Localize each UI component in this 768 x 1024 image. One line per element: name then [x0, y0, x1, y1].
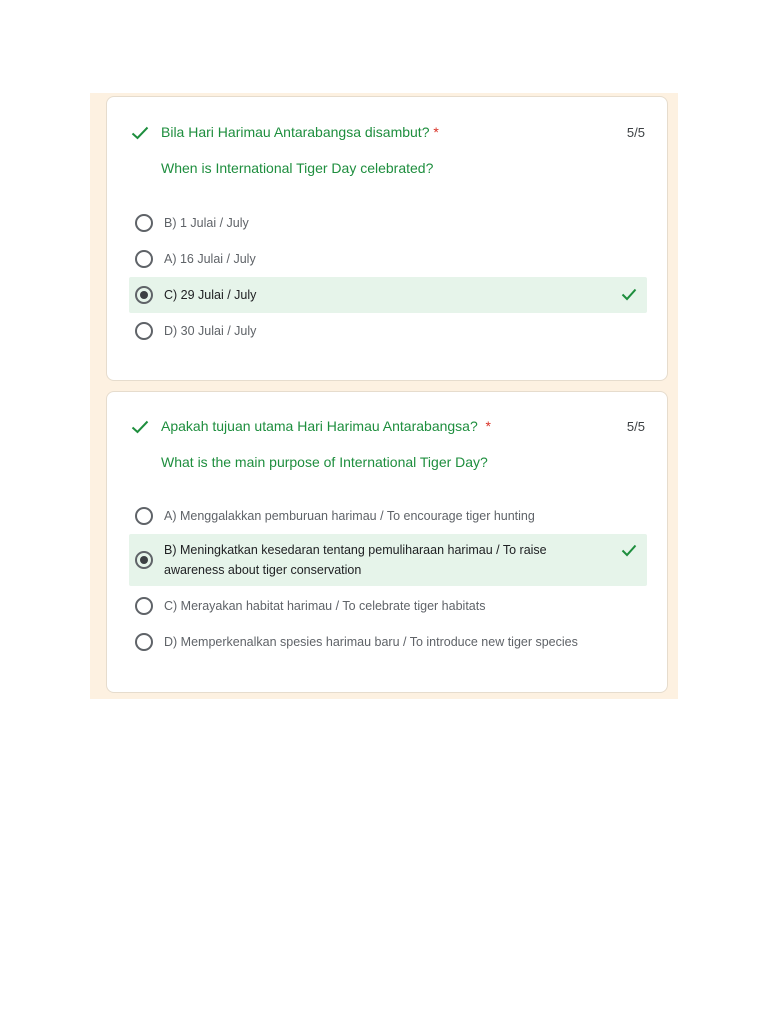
question-subtitle: What is the main purpose of International Tiger Day? [161, 454, 488, 470]
option-b-correct[interactable] [129, 534, 647, 586]
radio-button[interactable] [135, 633, 153, 651]
option-d[interactable] [129, 630, 647, 654]
option-label: D) 30 Julai / July [164, 324, 257, 338]
required-asterisk: * [433, 124, 439, 140]
option-label: C) Merayakan habitat harimau / To celebrate tiger habitats [164, 599, 486, 613]
option-c-correct[interactable] [129, 277, 647, 313]
radio-button[interactable] [135, 507, 153, 525]
option-a[interactable] [129, 504, 647, 528]
question-title: Apakah tujuan utama Hari Harimau Antarabangsa? * [161, 418, 491, 434]
option-label: C) 29 Julai / July [164, 288, 257, 302]
question-subtitle: When is International Tiger Day celebrated? [161, 160, 434, 176]
check-icon [131, 420, 149, 434]
question-score: 5/5 [626, 419, 645, 434]
radio-button[interactable] [135, 214, 153, 232]
option-d[interactable] [129, 319, 647, 343]
option-label: B) 1 Julai / July [164, 216, 249, 230]
question-card-2 [106, 391, 668, 693]
option-label: B) Meningkatkan kesedaran tentang pemuliharaan harimau / To raise awareness about tiger conservation [164, 543, 547, 577]
question-card-1 [106, 96, 668, 381]
option-c[interactable] [129, 594, 647, 618]
option-label: A) Menggalakkan pemburuan harimau / To encourage tiger hunting [164, 509, 535, 523]
check-icon [131, 126, 149, 140]
option-label: D) Memperkenalkan spesies harimau baru / To introduce new tiger species [164, 635, 578, 649]
check-icon [621, 544, 637, 557]
check-icon [621, 288, 637, 301]
radio-button-selected[interactable] [135, 551, 153, 569]
radio-button-selected[interactable] [135, 286, 153, 304]
option-a[interactable] [129, 247, 647, 271]
question-title: Bila Hari Harimau Antarabangsa disambut? * [161, 124, 439, 140]
option-label: A) 16 Julai / July [164, 252, 256, 266]
radio-button[interactable] [135, 250, 153, 268]
radio-button[interactable] [135, 597, 153, 615]
option-b[interactable] [129, 211, 647, 235]
radio-button[interactable] [135, 322, 153, 340]
question-score: 5/5 [626, 125, 645, 140]
quiz-results-panel [90, 93, 678, 699]
required-asterisk: * [485, 418, 491, 434]
